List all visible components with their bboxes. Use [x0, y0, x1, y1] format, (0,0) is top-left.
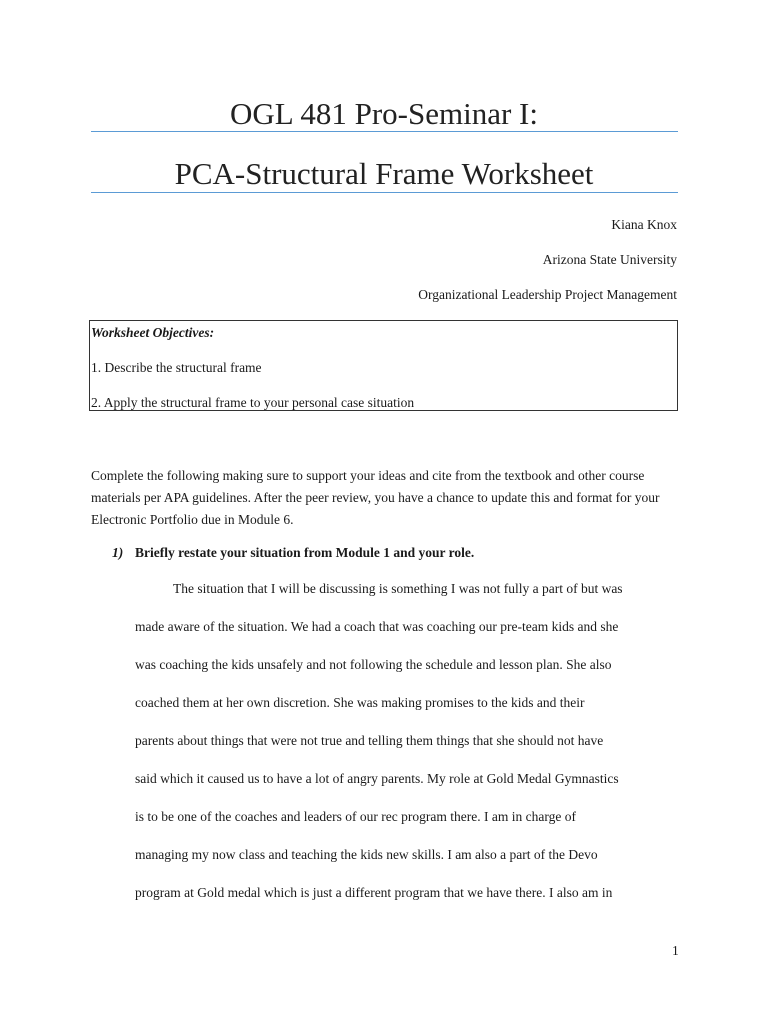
- author-university: Arizona State University: [542, 252, 677, 267]
- answer-line: was coaching the kids unsafely and not following the schedule and lesson plan. She also: [135, 657, 612, 672]
- objectives-box: [89, 320, 678, 411]
- author-program: Organizational Leadership Project Management: [418, 287, 677, 302]
- answer-line: coached them at her own discretion. She was making promises to the kids and their: [135, 695, 585, 710]
- answer-line: is to be one of the coaches and leaders of our rec program there. I am in charge of: [135, 809, 576, 824]
- objectives-heading: Worksheet Objectives:: [91, 325, 215, 340]
- author-name: Kiana Knox: [611, 217, 677, 232]
- question-text: Briefly restate your situation from Module 1 and your role.: [135, 545, 475, 560]
- title-course: OGL 481 Pro-Seminar I:: [230, 96, 538, 131]
- title-worksheet: PCA-Structural Frame Worksheet: [174, 156, 594, 191]
- answer-line: The situation that I will be discussing is something I was not fully a part of but was: [173, 581, 623, 596]
- answer-line: said which it caused us to have a lot of angry parents. My role at Gold Medal Gymnastics: [135, 771, 619, 786]
- title-rule-top: [91, 131, 678, 132]
- title-rule-bottom: [91, 192, 678, 193]
- objective-item: 1. Describe the structural frame: [91, 360, 262, 375]
- intro-paragraph: Complete the following making sure to support your ideas and cite from the textbook and other course materials per APA guidelines. After the peer review, you have a chance to update this and format for your Electronic Portfolio due in Module 6.: [91, 468, 660, 527]
- page-number: 1: [672, 943, 679, 958]
- answer-line: managing my now class and teaching the kids new skills. I am also a part of the Devo: [135, 847, 598, 862]
- objective-item: 2. Apply the structural frame to your personal case situation: [91, 395, 415, 410]
- answer-line: parents about things that were not true and telling them things that she should not have: [135, 733, 604, 748]
- answer-line: made aware of the situation. We had a coach that was coaching our pre-team kids and she: [135, 619, 619, 634]
- question-number: 1): [112, 545, 124, 560]
- answer-line: program at Gold medal which is just a different program that we have there. I also am in: [135, 885, 613, 900]
